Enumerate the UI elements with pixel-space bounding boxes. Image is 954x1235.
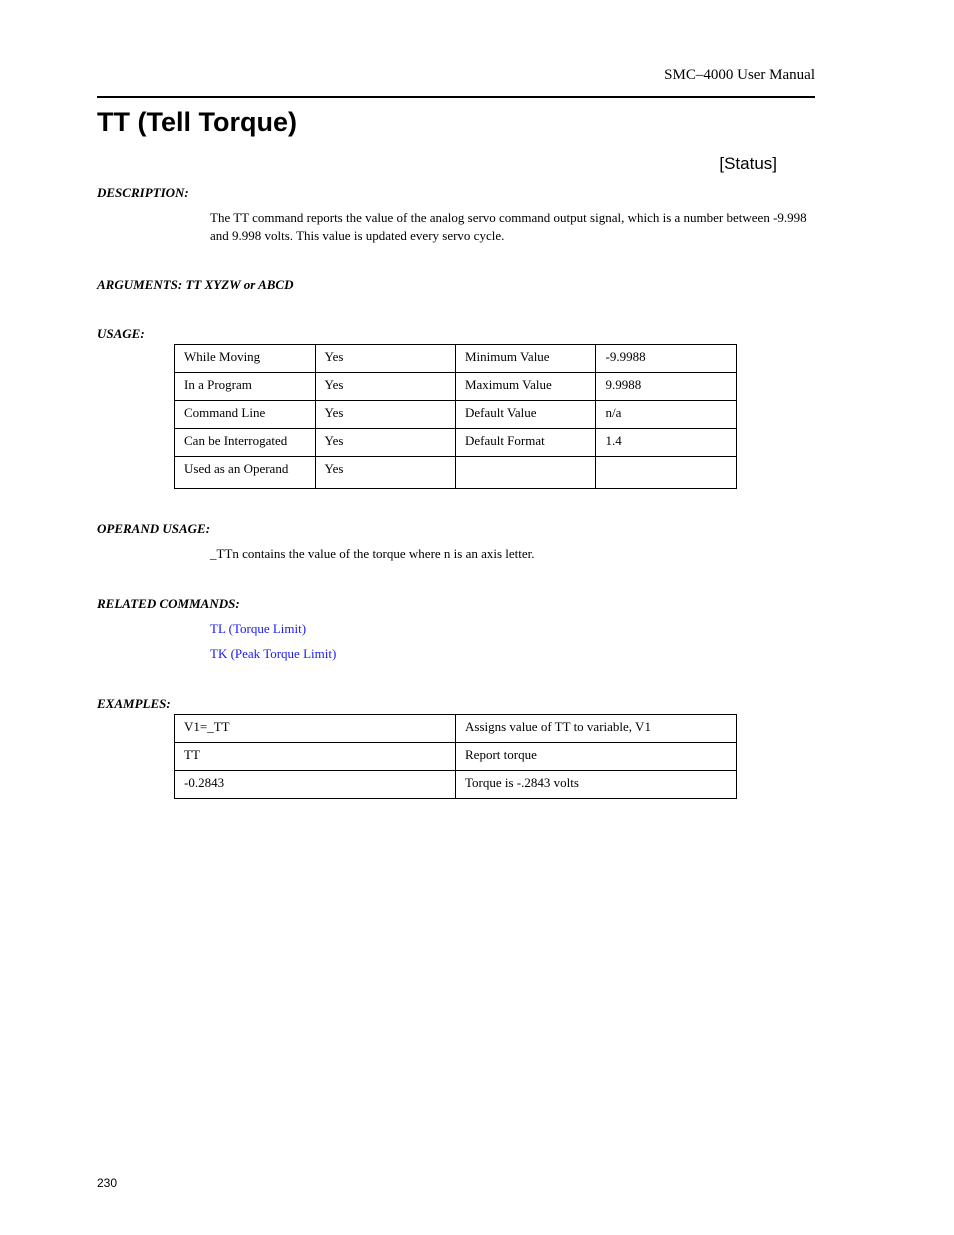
table-row [175, 771, 737, 799]
table-cell: Yes [315, 345, 455, 373]
table-cell: 1.4 [596, 429, 737, 457]
table-cell: Yes [315, 401, 455, 429]
table-cell: Assigns value of TT to variable, V1 [456, 715, 737, 743]
table-cell: Can be Interrogated [175, 429, 316, 457]
table-cell: Command Line [175, 401, 316, 429]
table-cell: Yes [315, 429, 455, 457]
running-header: SMC–4000 User Manual [664, 67, 815, 83]
table-row [175, 457, 737, 489]
table-cell: While Moving [175, 345, 316, 373]
usage-table [174, 344, 737, 489]
table-cell: TT [175, 743, 456, 771]
operand-usage-text: _TTn contains the value of the torque where n is an axis letter. [210, 546, 535, 561]
table-row [175, 429, 737, 457]
page-title: TT (Tell Torque) [97, 107, 297, 137]
table-cell: Torque is -.2843 volts [456, 771, 737, 799]
table-row [175, 401, 737, 429]
table-cell: -0.2843 [175, 771, 456, 799]
table-row [175, 373, 737, 401]
related-link-tk[interactable]: TK (Peak Torque Limit) [210, 646, 337, 661]
status-tag: [Status] [719, 154, 777, 173]
description-heading: DESCRIPTION: [97, 185, 189, 200]
table-row [175, 345, 737, 373]
table-cell: Yes [315, 457, 455, 489]
table-cell: -9.9988 [596, 345, 737, 373]
related-link-tl[interactable]: TL (Torque Limit) [210, 621, 307, 636]
description-text: The TT command reports the value of the analog servo command output signal, which is a number between -9.998 and 9.998 volts. This value is updated every servo cycle. [210, 210, 807, 243]
examples-table [174, 714, 737, 799]
table-cell: Report torque [456, 743, 737, 771]
table-cell: 9.9988 [596, 373, 737, 401]
related-commands-heading: RELATED COMMANDS: [97, 596, 240, 611]
usage-heading: USAGE: [97, 326, 145, 341]
table-cell: Used as an Operand [175, 457, 316, 489]
table-cell: Default Value [455, 401, 596, 429]
table-cell: Default Format [455, 429, 596, 457]
page-number: 230 [97, 1176, 118, 1190]
table-row [175, 743, 737, 771]
table-cell [455, 457, 596, 489]
arguments-heading: ARGUMENTS: TT XYZW or ABCD [97, 277, 294, 292]
operand-usage-heading: OPERAND USAGE: [97, 521, 211, 536]
table-cell: In a Program [175, 373, 316, 401]
table-cell: Minimum Value [455, 345, 596, 373]
table-cell [596, 457, 737, 489]
examples-heading: EXAMPLES: [97, 696, 171, 711]
table-cell: Maximum Value [455, 373, 596, 401]
table-row [175, 715, 737, 743]
table-cell: Yes [315, 373, 455, 401]
table-cell: n/a [596, 401, 737, 429]
table-cell: V1=_TT [175, 715, 456, 743]
header-rule [97, 96, 815, 98]
